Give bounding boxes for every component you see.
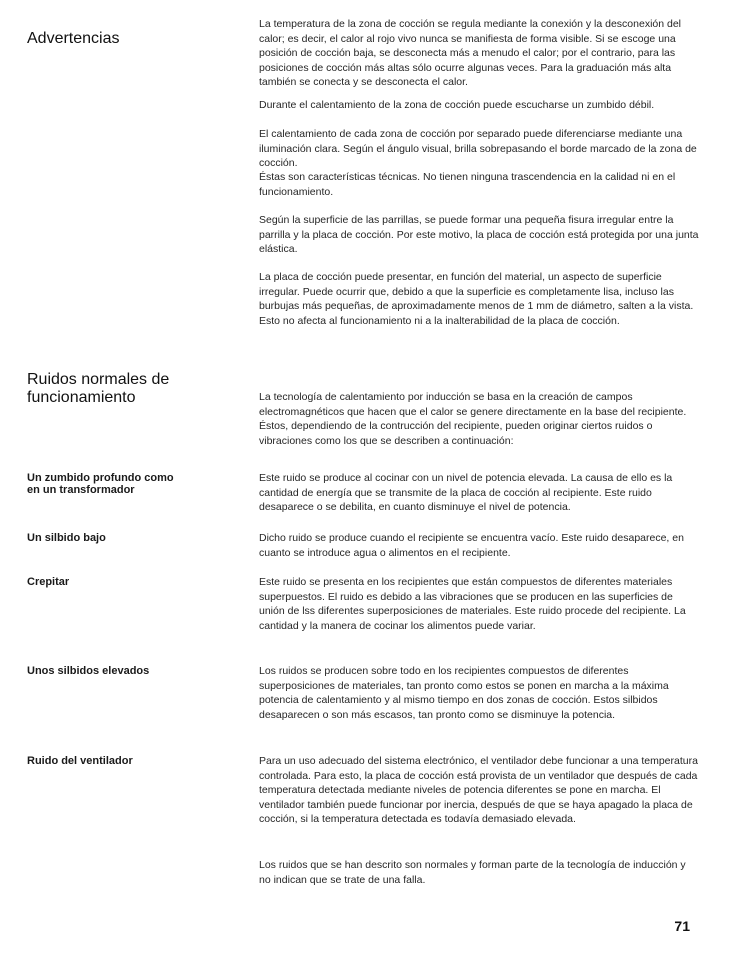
advertencias-paragraph-5: Según la superficie de las parrillas, se puede formar una pequeña fisura irregular entre la parrilla y la placa de cocción. Por este motivo, la placa de cocción está protegida por una junta elástica. <box>259 214 699 255</box>
label-ruido-ventilador: Ruido del ventilador <box>27 755 133 767</box>
advertencias-paragraph-4: Éstas son características técnicas. No tienen ninguna trascendencia en la calidad ni en el funcionamiento. <box>259 171 676 198</box>
text-zumbido-profundo: Este ruido se produce al cocinar con un nivel de potencia elevada. La causa de ello es la cantidad de energía que se transmite de la placa de cocción al recipiente. Este ruido desaparece o se debilita, en cuanto disminuye el nivel de potencia. <box>259 472 673 513</box>
heading-ruidos-normales: Ruidos normales de funcionamiento <box>27 371 170 406</box>
advertencias-paragraph-3: El calentamiento de cada zona de cocción por separado puede diferenciarse mediante una iluminación clara. Según el ángulo visual, brilla sobrepasando el borde marcado de la zona de cocción. <box>259 128 697 169</box>
text-crepitar: Este ruido se presenta en los recipientes que están compuestos de diferentes materiales superpuestos. El ruido es debido a las vibraciones que se producen en las superficies de unión de lss diferentes superposiciones de materiales. Este ruido procede del recipiente. La cantidad y la manera de cocinar los alimentos puede variar. <box>259 576 686 632</box>
label-zumbido-profundo: Un zumbido profundo como en un transformador <box>27 472 174 496</box>
text-silbidos-elevados: Los ruidos se producen sobre todo en los recipientes compuestos de diferentes superposiciones de materiales, tan pronto como estos se ponen en marcha a la máxima potencia de calentamiento y al mismo tiempo en dos zonas de cocción. Estos silbidos desaparecen o son más escasos, tan pronto como se disminuye la potencia. <box>259 665 669 721</box>
ruidos-closing: Los ruidos que se han descrito son normales y forman parte de la tecnología de inducción y no indican que se trate de una falla. <box>259 859 686 886</box>
text-ruido-ventilador: Para un uso adecuado del sistema electrónico, el ventilador debe funcionar a una temperatura controlada. Para esto, la placa de cocción está provista de un ventilador que después de cada temperatura detectada mediante niveles de potencia diferentes se pone en marcha. El ventilador también puede funcionar por inercia, después de que se haya apagado la placa de cocción, si la temperatura detectada es todavía demasiado elevada. <box>259 755 698 825</box>
heading-advertencias: Advertencias <box>27 30 120 47</box>
page-number: 71 <box>674 918 690 934</box>
ruidos-intro: La tecnología de calentamiento por inducción se basa en la creación de campos electromagnéticos que hacen que el calor se genere directamente en la base del recipiente. Éstos, dependiendo de la contrucción del recipiente, pueden originar ciertos ruidos o vibraciones como los que se describen a continuación: <box>259 391 687 447</box>
label-silbidos-elevados: Unos silbidos elevados <box>27 665 150 677</box>
advertencias-paragraph-2: Durante el calentamiento de la zona de cocción puede escucharse un zumbido débil. <box>259 99 655 111</box>
advertencias-paragraph-6: La placa de cocción puede presentar, en función del material, un aspecto de superficie irregular. Puede ocurrir que, debido a que la superficie es completamente lisa, incluso las burbujas más pequeñas, de aproximadamente menos de 1 mm de diámetro, salten a la vista. Esto no afecta al funcionamiento ni a la inalterabilidad de la placa de cocción. <box>259 271 694 327</box>
label-crepitar: Crepitar <box>27 576 70 588</box>
label-silbido-bajo: Un silbido bajo <box>27 532 106 544</box>
advertencias-paragraph-1: La temperatura de la zona de cocción se regula mediante la conexión y la desconexión del calor; es decir, el calor al rojo vivo nunca se manifiesta de forma visible. Si se escoge una posición de cocción baja, se desconecta más a menudo el calor; por el contrario, para las posiciones de cocción más altas sólo ocurre algunas veces. Para la graduación más alta también se conecta y se desconecta el calor. <box>259 18 682 88</box>
text-silbido-bajo: Dicho ruido se produce cuando el recipiente se encuentra vacío. Este ruido desaparece, en cuanto se introduce agua o alimentos en el recipiente. <box>259 532 684 559</box>
